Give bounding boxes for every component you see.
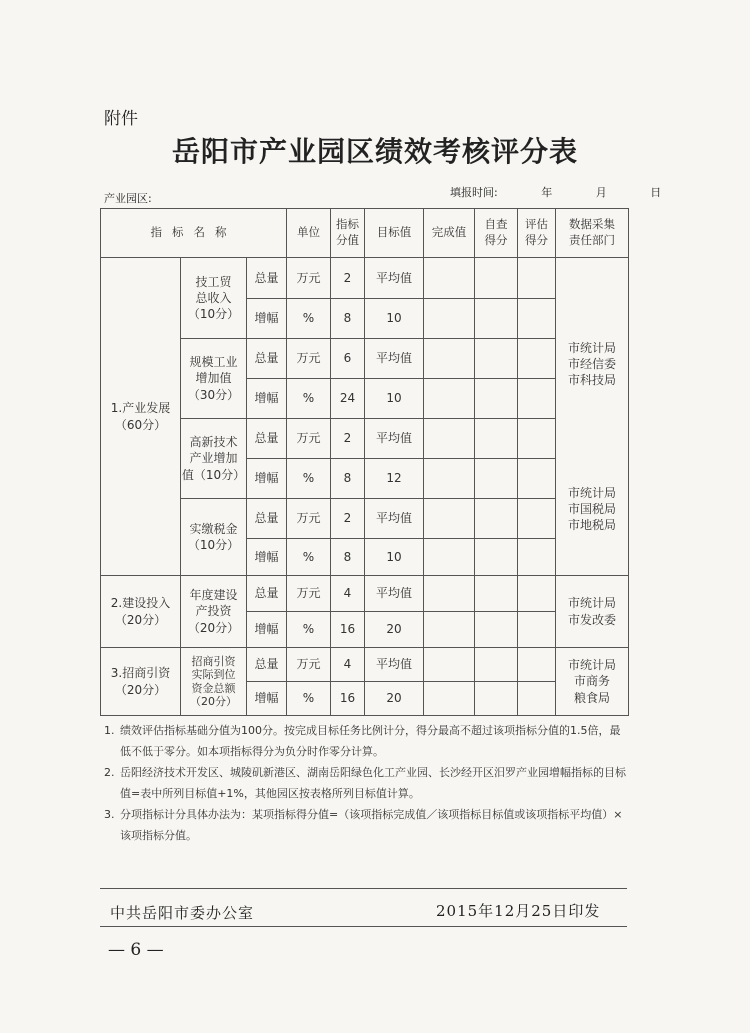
- complete-cell[interactable]: [424, 499, 475, 539]
- row-score: 2: [331, 419, 365, 459]
- row-type: 总量: [247, 419, 287, 459]
- eval-score-cell[interactable]: [518, 612, 556, 648]
- table-row: [101, 258, 629, 299]
- self-score-cell[interactable]: [475, 682, 518, 716]
- eval-score-cell[interactable]: [518, 499, 556, 539]
- park-label: 产业园区:: [104, 192, 152, 205]
- row-unit: %: [287, 299, 331, 339]
- header-score: 指标 分值: [331, 209, 365, 258]
- complete-cell[interactable]: [424, 258, 475, 299]
- row-type: 总量: [247, 339, 287, 379]
- footer-bottom-rule: [100, 926, 627, 927]
- subindicator-cell: 实缴税金 （10分）: [181, 499, 247, 576]
- row-unit: %: [287, 459, 331, 499]
- table-row: [101, 419, 629, 459]
- table-row: [101, 499, 629, 539]
- self-score-cell[interactable]: [475, 339, 518, 379]
- row-target: 20: [365, 682, 424, 716]
- self-score-cell[interactable]: [475, 539, 518, 576]
- page-number: — 6 —: [108, 940, 164, 960]
- self-score-cell[interactable]: [475, 648, 518, 682]
- eval-score-cell[interactable]: [518, 379, 556, 419]
- department-group: 市统计局 市国税局 市地税局: [567, 485, 616, 532]
- header-eval-score: 评估 得分: [518, 209, 556, 258]
- eval-score-cell[interactable]: [518, 539, 556, 576]
- row-unit: 万元: [287, 419, 331, 459]
- row-type: 增幅: [247, 539, 287, 576]
- row-target: 10: [365, 379, 424, 419]
- note-number: 3.: [104, 808, 115, 821]
- issuer: 中共岳阳市委办公室: [110, 904, 255, 922]
- complete-cell[interactable]: [424, 459, 475, 499]
- note-item: [104, 762, 629, 804]
- note-text: 岳阳经济技术开发区、城陵矶新港区、湖南岳阳绿色化工产业园、长沙经开区汨罗产业园增幅指标的目标值=表中所列目标值+1%，其他园区按表格所列目标值计算。: [120, 766, 626, 800]
- row-type: 总量: [247, 576, 287, 612]
- row-target: 平均值: [365, 576, 424, 612]
- header-row: [101, 209, 629, 258]
- day-label: 日: [650, 186, 662, 199]
- complete-cell[interactable]: [424, 299, 475, 339]
- row-score: 2: [331, 258, 365, 299]
- row-target: 20: [365, 612, 424, 648]
- table-row: [101, 648, 629, 682]
- note-item: [104, 720, 629, 762]
- row-unit: 万元: [287, 339, 331, 379]
- header-complete: 完成值: [424, 209, 475, 258]
- fill-time: [450, 184, 661, 200]
- eval-score-cell[interactable]: [518, 459, 556, 499]
- note-text: 分项指标计分具体办法为：某项指标得分值=（该项指标完成值／该项指标目标值或该项指标平均值）×该项指标分值。: [120, 808, 623, 842]
- footer-top-rule: [100, 888, 627, 889]
- row-unit: 万元: [287, 258, 331, 299]
- row-type: 增幅: [247, 459, 287, 499]
- department-cell: 市统计局 市发改委: [556, 576, 629, 648]
- complete-cell[interactable]: [424, 648, 475, 682]
- annex-label: 附件: [104, 109, 138, 129]
- note-number: 2.: [104, 766, 115, 779]
- row-type: 增幅: [247, 682, 287, 716]
- print-date: 2015年12月25日印发: [436, 902, 601, 920]
- complete-cell[interactable]: [424, 576, 475, 612]
- self-score-cell[interactable]: [475, 419, 518, 459]
- complete-cell[interactable]: [424, 419, 475, 459]
- document-title: 岳阳市产业园区绩效考核评分表: [171, 135, 578, 168]
- row-type: 总量: [247, 499, 287, 539]
- row-type: 总量: [247, 258, 287, 299]
- department-group: 市统计局 市经信委 市科技局: [567, 340, 616, 388]
- row-target: 平均值: [365, 419, 424, 459]
- subindicator-cell: 招商引资 实际到位 资金总额 （20分）: [181, 648, 247, 716]
- note-item: [104, 804, 629, 846]
- category-cell: 2.建设投入 （20分）: [101, 576, 181, 648]
- subindicator-cell: 高新技术 产业增加 值（10分）: [181, 419, 247, 499]
- complete-cell[interactable]: [424, 539, 475, 576]
- row-target: 10: [365, 299, 424, 339]
- table-row: [101, 576, 629, 612]
- complete-cell[interactable]: [424, 379, 475, 419]
- header-target: 目标值: [365, 209, 424, 258]
- self-score-cell[interactable]: [475, 258, 518, 299]
- row-type: 增幅: [247, 612, 287, 648]
- row-unit: 万元: [287, 499, 331, 539]
- eval-score-cell[interactable]: [518, 258, 556, 299]
- row-target: 平均值: [365, 339, 424, 379]
- row-unit: 万元: [287, 648, 331, 682]
- row-score: 6: [331, 339, 365, 379]
- row-score: 16: [331, 682, 365, 716]
- row-target: 平均值: [365, 258, 424, 299]
- table-row: [101, 339, 629, 379]
- header-self-score: 自查 得分: [475, 209, 518, 258]
- row-score: 24: [331, 379, 365, 419]
- score-table: [100, 208, 629, 716]
- complete-cell[interactable]: [424, 339, 475, 379]
- row-target: 平均值: [365, 499, 424, 539]
- year-label: 年: [541, 186, 553, 199]
- self-score-cell[interactable]: [475, 576, 518, 612]
- self-score-cell[interactable]: [475, 459, 518, 499]
- month-label: 月: [595, 186, 607, 199]
- subindicator-cell: 技工贸 总收入 （10分）: [181, 258, 247, 339]
- note-number: 1.: [104, 724, 115, 737]
- row-score: 4: [331, 576, 365, 612]
- self-score-cell[interactable]: [475, 499, 518, 539]
- category-cell: 3.招商引资 （20分）: [101, 648, 181, 716]
- notes: [104, 720, 629, 846]
- header-department: 数据采集 责任部门: [556, 209, 629, 258]
- self-score-cell[interactable]: [475, 612, 518, 648]
- department-cell: 市统计局 市商务 粮食局: [556, 648, 629, 716]
- row-unit: %: [287, 682, 331, 716]
- self-score-cell[interactable]: [475, 379, 518, 419]
- subindicator-cell: 规模工业 增加值 （30分）: [181, 339, 247, 419]
- row-unit: 万元: [287, 576, 331, 612]
- department-cell: [556, 258, 629, 576]
- eval-score-cell[interactable]: [518, 648, 556, 682]
- note-text: 绩效评估指标基础分值为100分。按完成目标任务比例计分，得分最高不超过该项指标分值的1.5倍，最低不低于零分。如本项指标得分为负分时作零分计算。: [120, 724, 621, 758]
- row-score: 4: [331, 648, 365, 682]
- row-score: 2: [331, 499, 365, 539]
- header-unit: 单位: [287, 209, 331, 258]
- row-score: 8: [331, 299, 365, 339]
- eval-score-cell[interactable]: [518, 576, 556, 612]
- row-target: 12: [365, 459, 424, 499]
- row-type: 增幅: [247, 299, 287, 339]
- row-type: 总量: [247, 648, 287, 682]
- row-score: 8: [331, 459, 365, 499]
- row-target: 平均值: [365, 648, 424, 682]
- row-unit: %: [287, 612, 331, 648]
- row-unit: %: [287, 379, 331, 419]
- eval-score-cell[interactable]: [518, 682, 556, 716]
- self-score-cell[interactable]: [475, 299, 518, 339]
- category-cell: 1.产业发展 （60分）: [101, 258, 181, 576]
- fill-time-label: 填报时间:: [450, 186, 498, 199]
- header-indicator: 指标名称: [101, 209, 287, 258]
- subindicator-cell: 年度建设 产投资 （20分）: [181, 576, 247, 648]
- eval-score-cell[interactable]: [518, 339, 556, 379]
- row-score: 16: [331, 612, 365, 648]
- row-target: 10: [365, 539, 424, 576]
- row-score: 8: [331, 539, 365, 576]
- row-unit: %: [287, 539, 331, 576]
- complete-cell[interactable]: [424, 612, 475, 648]
- eval-score-cell[interactable]: [518, 299, 556, 339]
- eval-score-cell[interactable]: [518, 419, 556, 459]
- row-type: 增幅: [247, 379, 287, 419]
- complete-cell[interactable]: [424, 682, 475, 716]
